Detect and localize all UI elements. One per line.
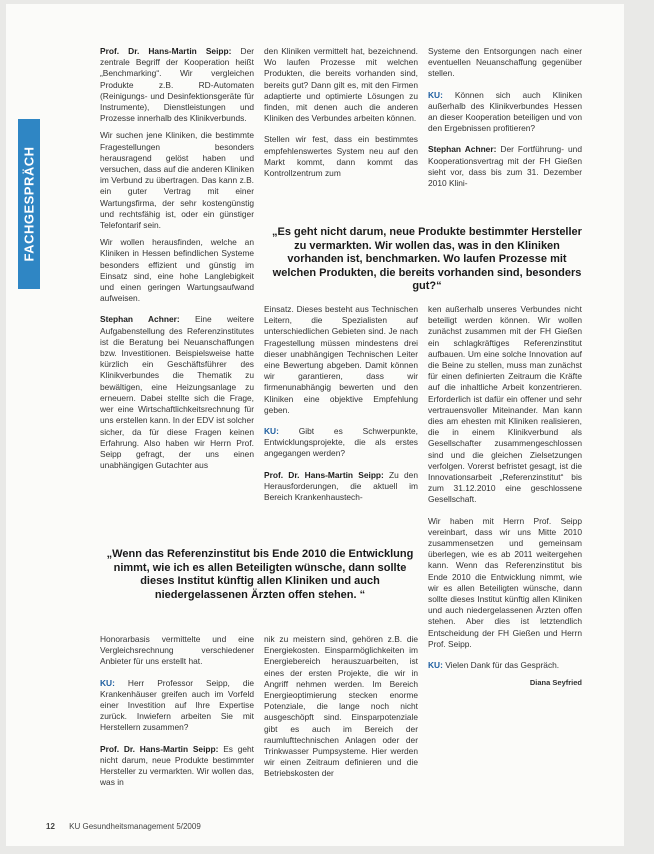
speaker-name: Stephan Achner: (428, 144, 497, 155)
author-signature: Diana Seyfried (529, 678, 582, 688)
section-tab-label: FACHGESPRÄCH (21, 146, 37, 262)
column-2-middle (264, 304, 418, 509)
paragraph: den Kliniken vermittelt hat, bezeichnend. Wo laufen Prozesse mit welchen Produkten, die bereits vorhanden sind, bereits gut? Dann gilt es, mit den Firmen adaptierte und optimierte Lösungen zu finden, mit denen auch die anderen Kliniken des Verbundes arbeiten können. (264, 46, 418, 124)
paragraph: Stellen wir fest, dass ein bestimmtes empfehlenswertes System neu auf den Markt kommt, dann kommt das Kontrollzentrum zum (264, 134, 418, 179)
pull-quote: „Es geht nicht darum, neue Produkte bestimmter Hersteller zu vermarkten. Wir wollen das, was in den Kliniken vorhanden ist, benchmarken. Wo laufen Prozesse mit welchen Produkten, die bereits vorhanden sind, besonders gut?“ (272, 226, 582, 292)
paragraph: Herr Professor Seipp, die Krankenhäuser greifen auch im Vorfeld einer Investition auf Ihre Expertise zurück. Inwiefern arbeiten Sie mit Herstellern zusammen? (100, 677, 254, 733)
page-footer (46, 822, 201, 831)
paragraph: Systeme den Entsorgungen nach einer eventuellen Neuanschaffung gegenüber stellen. (428, 46, 582, 79)
paragraph: Wir haben mit Herrn Prof. Seipp vereinbart, dass wir uns Mitte 2010 zusammensetzen und gemeinsam überlegen, wie es ab 2011 weitergehen kann. Wenn das Referenzinstitut bis Ende 2010 die Entwicklung nimmt, wie wir es allen Beteiligten wünsche, dann sollte dieses Institut künftig allen Kliniken und auch niedergelassenen Ärzten offen stehen. Aber dies ist letztendlich Entscheidung der FH Gießen und Herrn Prof. Seipp. (428, 515, 582, 649)
interviewer-label: KU: (428, 660, 443, 671)
paragraph: Können sich auch Kliniken außerhalb des Klinikverbundes Hessen an dieser Kooperation beteiligen und von den Ergebnissen profitieren? (428, 89, 582, 134)
paragraph: ken außerhalb unseres Verbundes nicht beteiligt werden können. Wir wollen zunächst zusammen mit der FH Gießen ein schlagkräftiges Referenzinstitut aufbauen. Um eine solche Innovation auf die Beine zu stellen, muss man zunächst für einen definierten Zeitraum die Kräfte auf die inhaltliche Arbeit konzentrieren. Erforderlich ist dafür ein offener und sehr vertrauensvoller Miteinander. Man kann dies am ehesten mit Kliniken realisieren, die in einem Klinikverbund als Gesellschafter zusammengeschlossen sind und die gleichen Zielsetzungen verfolgen. Vorerst befristet gesagt, ist die Innovationsarbeit „Referenzinstitut“ bis zum 31.12.2010 eine geschlossene Gesellschaft. (428, 304, 582, 505)
paragraph: Wir wollen herausfinden, welche an Kliniken in Hessen befindlichen Systeme besonders effizient und günstig im Einsatz sind, eine hohe Langlebigkeit und einen geringen Wartungsaufwand aufweisen. (100, 237, 254, 304)
paragraph: Eine weitere Aufgabenstellung des Referenzinstitutes ist die Beratung bei Neuanschaffungen bzw. Investitionen. Beispielsweise hatte kürzlich ein Geschäftsführer des Klinikverbundes die Thematik zu bewältigen, eine Heizungsanlage zu erneuern. Dabei stellte sich die Frage, wer eine Wirtschaftlichkeitsrechnung für uns erstellen kann. In der EDV ist solcher sicher, da für diese Fragen keinen Erfahrung. Also haben wir Herrn Prof. Seipp gefragt, der uns einen unabhängigen Gutachter aus (100, 314, 254, 471)
speaker-name: Prof. Dr. Hans-Martin Seipp: (100, 46, 232, 56)
paragraph: Vielen Dank für das Gespräch. (445, 660, 560, 671)
column-1-top (100, 46, 254, 477)
paragraph: Der zentrale Begriff der Kooperation heißt „Benchmarking“. Wir vergleichen Produkte z.B. RD-Automaten (Reinigungs- und Desinfektionsgeräte für Instrumente), Dienstleistungen und Prozesse innerhalb des Klinikverbunds. (100, 46, 255, 124)
paragraph: Einsatz. Dieses besteht aus Technischen Leitern, die Spezialisten auf unterschiedlichen Gebieten sind. Je nach Fragestellung müssen mindestens drei dieser unabhängigen Technischen Leiter eine Bewertung abgeben. Damit können wir garantieren, dass wir firmenunabhängig bewerten und den Kliniken eine objektive Empfehlung geben. (264, 304, 418, 415)
column-2-top (264, 46, 418, 185)
footer-source: KU Gesundheitsmanagement 5/2009 (69, 822, 201, 831)
paragraph: Es geht nicht darum, neue Produkte bestimmter Hersteller zu vermarkten. Wir wollen das, was in (100, 743, 255, 788)
interviewer-label: KU: (428, 89, 443, 100)
column-1-bottom (100, 634, 254, 794)
interviewer-label: KU: (264, 426, 279, 437)
speaker-name: Prof. Dr. Hans-Martin Seipp: (264, 469, 384, 480)
section-tab (18, 119, 40, 289)
magazine-page (6, 4, 624, 846)
column-2-bottom (264, 634, 418, 786)
interviewer-label: KU: (100, 677, 115, 688)
pull-quote: „Wenn das Referenzinstitut bis Ende 2010 die Entwicklung nimmt, wie ich es allen Beteiligten wünsche, dann sollte dieses Institut künftig allen Kliniken und auch niedergelassenen Ärzten offen stehen. “ (106, 548, 414, 601)
paragraph: Honorarbasis vermittelte und eine Vergleichsrechnung verschiedener Anbieter für uns erstellt hat. (100, 634, 254, 667)
speaker-name: Prof. Dr. Hans-Martin Seipp: (100, 743, 219, 754)
column-3-lower (428, 304, 582, 695)
speaker-name: Stephan Achner: (100, 314, 180, 325)
paragraph: nik zu meistern sind, gehören z.B. die Energiekosten. Einsparmöglichkeiten im Energiebereich herauszuarbeiten, ist eines der ersten Projekte, die wir in Angriff nehmen werden. Im Bereich Energieoptimierung stecken enorme Potenziale, die lange noch nicht ausgeschöpft sind. Einsparpotenziale gibt es auch im Bereich der raumlufttechnischen Anlagen oder der Trinkwasser Pumpsysteme. Hier werden wir einen Zeitraum definieren und die Betriebskosten der (264, 634, 418, 779)
page-number: 12 (46, 822, 55, 831)
column-3-top (428, 46, 582, 195)
paragraph: Gibt es Schwerpunkte, Entwicklungsprojekte, die als erstes angegangen werden? (264, 426, 419, 459)
paragraph: Der Fortführung- und Kooperationsvertrag mit der FH Gießen sieht vor, dass bis zum 31. Dezember 2010 Klini- (428, 144, 582, 189)
paragraph: Wir suchen jene Kliniken, die bestimmte Fragestellungen besonders herausragend gelöst haben und versuchen, dass auf die anderen Kliniken im Verbund zu übertragen. Das kann z.B. ein guter Vertrag mit einer Wartungsfirma, der sehr kostengünstig und rechtsfähig ist, oder ein günstiger Telefontarif sein. (100, 130, 254, 231)
paragraph: Zu den Herausforderungen, die aktuell im Bereich Krankenhaustech- (264, 469, 418, 503)
